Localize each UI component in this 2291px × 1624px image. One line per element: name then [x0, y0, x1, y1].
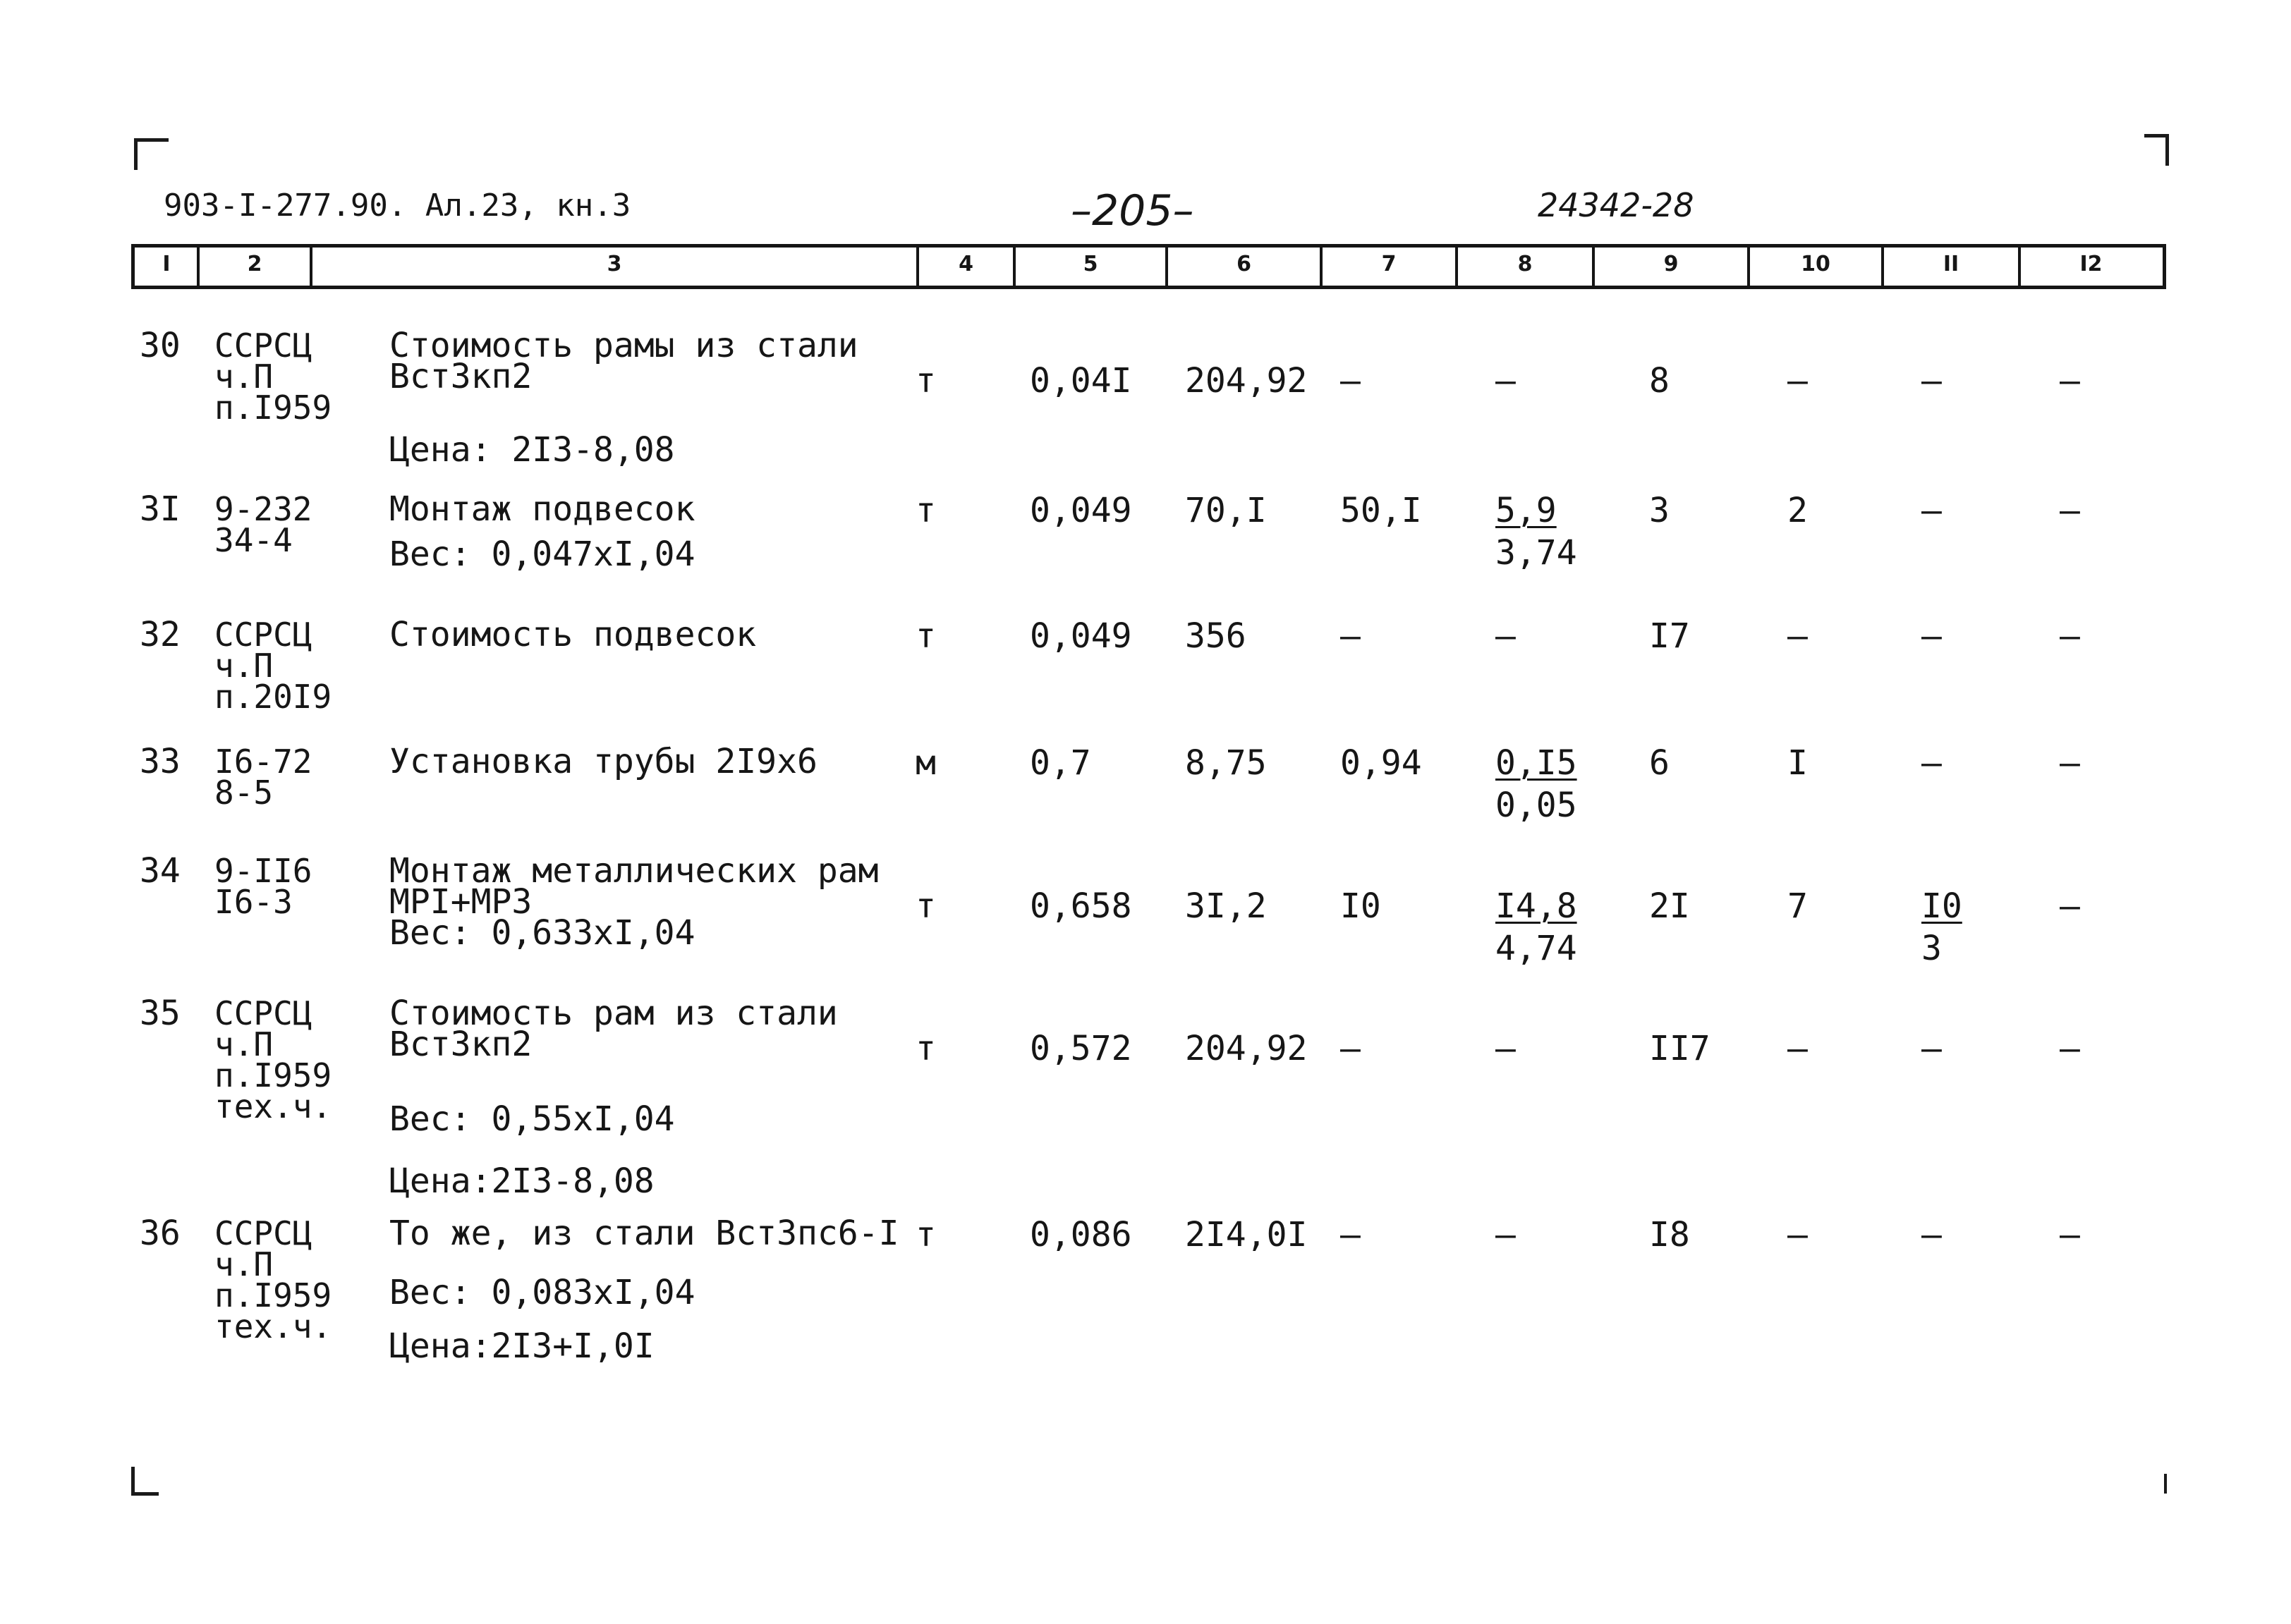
col11-cell-numerator: I0	[1921, 886, 1962, 926]
row-number: 34	[140, 851, 181, 891]
col8-cell: –	[1495, 1029, 1516, 1068]
quantity-cell: 0,04I	[1030, 361, 1132, 401]
work-name-line: Стоимость рамы из стали	[389, 326, 858, 365]
col8-cell: –	[1495, 361, 1516, 401]
norm-code-line: I6-3	[214, 883, 293, 921]
column-number: 8	[1517, 252, 1533, 276]
col10-cell: –	[1787, 361, 1808, 401]
col11-cell	[1921, 886, 1962, 968]
page-number-mark: –205–	[1071, 186, 1194, 236]
unit-price-cell: 204,92	[1185, 1029, 1308, 1068]
row-number: 33	[140, 742, 181, 781]
col8-cell	[1495, 743, 1577, 825]
corner-mark-bottom-left	[131, 1467, 159, 1496]
work-note-line: Вес: 0,633хI,04	[389, 913, 695, 953]
col9-cell: 8	[1649, 361, 1670, 401]
work-note-line: Цена:2I3-8,08	[389, 1161, 655, 1201]
row-number: 3I	[140, 489, 181, 529]
col8-cell	[1495, 491, 1577, 573]
work-name-line: Стоимость рам из стали	[389, 994, 838, 1033]
col11-cell: –	[1921, 743, 1942, 783]
col7-cell: I0	[1340, 886, 1381, 926]
col10-cell: I	[1787, 743, 1808, 783]
quantity-cell: 0,7	[1030, 743, 1091, 783]
norm-code-line: ч.П	[214, 1245, 274, 1283]
norm-code-line: ССРСЦ	[214, 326, 312, 365]
norm-code-line: п.I959	[214, 1276, 332, 1314]
col8-cell	[1495, 886, 1577, 968]
col11-cell: –	[1921, 1215, 1942, 1254]
column-number: 9	[1663, 252, 1679, 276]
unit-price-cell: 70,I	[1185, 491, 1267, 530]
col7-cell: –	[1340, 361, 1361, 401]
row-number: 30	[140, 326, 181, 365]
work-name-line: То же, из стали ВстЗпс6-I	[389, 1214, 899, 1253]
col10-cell: –	[1787, 1215, 1808, 1254]
col10-cell: –	[1787, 616, 1808, 656]
col9-cell: 6	[1649, 743, 1670, 783]
col7-cell: –	[1340, 1215, 1361, 1254]
work-note-line: Вес: 0,55хI,04	[389, 1099, 675, 1139]
column-number: I	[162, 252, 171, 276]
unit-cell: т	[916, 616, 936, 656]
quantity-cell: 0,049	[1030, 616, 1132, 656]
norm-code-line: п.I959	[214, 1056, 332, 1094]
col12-cell: –	[2060, 1215, 2080, 1254]
quantity-cell: 0,049	[1030, 491, 1132, 530]
column-number: 10	[1801, 252, 1830, 276]
col8-cell-denominator: 0,05	[1495, 786, 1577, 825]
work-name-line: Монтаж подвесок	[389, 489, 695, 529]
col9-cell: II7	[1649, 1029, 1710, 1068]
norm-code-line: тех.ч.	[214, 1307, 332, 1345]
col12-cell: –	[2060, 361, 2080, 401]
col9-cell: I7	[1649, 616, 1690, 656]
col8-cell-denominator: 3,74	[1495, 533, 1577, 573]
norm-code-line: ч.П	[214, 1025, 274, 1063]
col10-cell: 7	[1787, 886, 1808, 926]
col11-cell: –	[1921, 491, 1942, 530]
work-name-line: ВстЗкп2	[389, 357, 533, 396]
col11-cell: –	[1921, 361, 1942, 401]
col12-cell: –	[2060, 491, 2080, 530]
unit-price-cell: 356	[1185, 616, 1246, 656]
norm-code-line: тех.ч.	[214, 1087, 332, 1125]
norm-code-line: п.20I9	[214, 678, 332, 716]
col9-cell: 3	[1649, 491, 1670, 530]
col8-cell-denominator: 4,74	[1495, 929, 1577, 968]
page-number: 205	[1092, 186, 1173, 236]
norm-code-line: 8-5	[214, 774, 274, 812]
norm-code-line: ССРСЦ	[214, 616, 312, 654]
col12-cell: –	[2060, 1029, 2080, 1068]
col7-cell: 50,I	[1340, 491, 1422, 530]
archive-number: 24342-28	[1538, 186, 1694, 224]
unit-price-cell: 204,92	[1185, 361, 1308, 401]
column-number: 5	[1083, 252, 1098, 276]
col8-cell-numerator: 0,I5	[1495, 743, 1577, 783]
unit-cell: т	[916, 361, 936, 401]
norm-code-line: 9-II6	[214, 852, 312, 890]
norm-code-line: 9-232	[214, 490, 312, 528]
col10-cell: 2	[1787, 491, 1808, 530]
column-number: 3	[607, 252, 622, 276]
col12-cell: –	[2060, 743, 2080, 783]
corner-mark-bottom-right	[2158, 1474, 2167, 1494]
unit-cell: т	[916, 1215, 936, 1254]
unit-price-cell: 2I4,0I	[1185, 1215, 1308, 1254]
norm-code-line: ч.П	[214, 647, 274, 685]
column-number: 2	[247, 252, 262, 276]
col8-cell: –	[1495, 616, 1516, 656]
unit-cell: м	[916, 743, 936, 783]
unit-cell: т	[916, 1029, 936, 1068]
column-number: 6	[1236, 252, 1251, 276]
work-note-line: Цена: 2I3-8,08	[389, 430, 675, 470]
col7-cell: –	[1340, 616, 1361, 656]
norm-code-line: ССРСЦ	[214, 994, 312, 1032]
col10-cell: –	[1787, 1029, 1808, 1068]
col8-cell: –	[1495, 1215, 1516, 1254]
work-name-line: Установка трубы 2I9х6	[389, 742, 818, 781]
row-number: 36	[140, 1214, 181, 1253]
work-name-line: ВстЗкп2	[389, 1025, 533, 1064]
document-code: 903-I-277.90. Ал.23, кн.3	[164, 188, 631, 224]
quantity-cell: 0,086	[1030, 1215, 1132, 1254]
unit-price-cell: 8,75	[1185, 743, 1267, 783]
column-number: 7	[1381, 252, 1397, 276]
norm-code-line: ч.П	[214, 358, 274, 396]
row-number: 35	[140, 994, 181, 1033]
col9-cell: I8	[1649, 1215, 1690, 1254]
col11-cell: –	[1921, 1029, 1942, 1068]
col12-cell: –	[2060, 616, 2080, 656]
corner-mark-top-right	[2144, 134, 2169, 166]
col9-cell: 2I	[1649, 886, 1690, 926]
column-number: II	[1943, 252, 1959, 276]
work-name-line: Монтаж металлических рам	[389, 851, 879, 891]
work-note-line: Цена:2I3+I,0I	[389, 1326, 655, 1366]
unit-cell: т	[916, 886, 936, 926]
col12-cell: –	[2060, 886, 2080, 926]
work-note-line: Вес: 0,047хI,04	[389, 535, 695, 574]
work-name-line: Стоимость подвесок	[389, 615, 757, 654]
work-note-line: Вес: 0,083хI,04	[389, 1273, 695, 1312]
col7-cell: –	[1340, 1029, 1361, 1068]
norm-code-line: 34-4	[214, 521, 293, 559]
row-number: 32	[140, 615, 181, 654]
corner-mark-top-left	[134, 138, 169, 170]
col8-cell-numerator: I4,8	[1495, 886, 1577, 926]
norm-code-line: ССРСЦ	[214, 1214, 312, 1252]
column-number-bar	[131, 244, 2166, 289]
norm-code-line: I6-72	[214, 743, 312, 781]
col11-cell-denominator: 3	[1921, 929, 1942, 968]
unit-price-cell: 3I,2	[1185, 886, 1267, 926]
col7-cell: 0,94	[1340, 743, 1422, 783]
col11-cell: –	[1921, 616, 1942, 656]
column-number: I2	[2079, 252, 2103, 276]
quantity-cell: 0,658	[1030, 886, 1132, 926]
norm-code-line: п.I959	[214, 389, 332, 427]
quantity-cell: 0,572	[1030, 1029, 1132, 1068]
column-number: 4	[959, 252, 973, 276]
work-name-line: MPI+MP3	[389, 882, 533, 922]
col8-cell-numerator: 5,9	[1495, 491, 1557, 530]
unit-cell: т	[916, 491, 936, 530]
